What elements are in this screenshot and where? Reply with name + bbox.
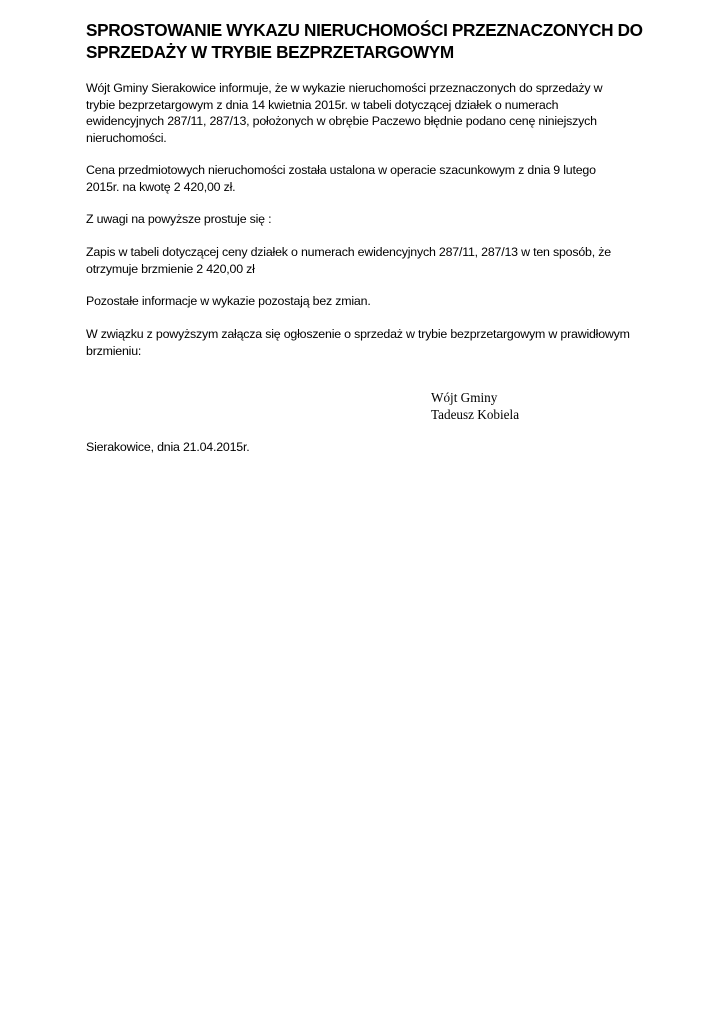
signature-title: Wójt Gminy [431, 390, 498, 405]
text-line: ewidencyjnych 287/11, 287/13, położonych w obrębie Paczewo błędnie podano cenę niniejszych [86, 114, 597, 128]
signature-name: Tadeusz Kobiela [431, 406, 520, 422]
paragraph-correction-intro [86, 211, 651, 228]
place-date-text: Sierakowice, dnia 21.04.2015r. [86, 440, 250, 454]
text-line: Cena przedmiotowych nieruchomości została ustalona w operacie szacunkowym z dnia 9 lutego [86, 163, 596, 177]
text-line: W związku z powyższym załącza się ogłoszenie o sprzedaż w trybie bezprzetargowym w prawidłowym [86, 327, 630, 341]
text-line: otrzymuje brzmienie 2 420,00 zł [86, 261, 255, 276]
paragraph-announcement [86, 80, 651, 146]
text-line: nieruchomości. [86, 130, 167, 145]
title-line: SPRZEDAŻY W TRYBIE BEZPRZETARGOWYM [86, 42, 454, 62]
text-line: trybie bezprzetargowym z dnia 14 kwietnia 2015r. w tabeli dotyczącej działek o numerach [86, 97, 559, 112]
text-line: Pozostałe informacje w wykazie pozostają bez zmian. [86, 294, 371, 308]
paragraph-attachment [86, 326, 651, 359]
text-line: brzmieniu: [86, 343, 142, 358]
text-line: Zapis w tabeli dotyczącej ceny działek o numerach ewidencyjnych 287/11, 287/13 w ten sposób, że [86, 245, 611, 259]
paragraph-other-info [86, 293, 651, 310]
signature-block [431, 390, 519, 423]
paragraph-price [86, 162, 651, 195]
document-title [86, 19, 666, 63]
text-line: Z uwagi na powyższe prostuje się : [86, 212, 272, 226]
title-line: SPROSTOWANIE WYKAZU NIERUCHOMOŚCI PRZEZNACZONYCH DO [86, 20, 643, 40]
place-date [86, 439, 651, 456]
text-line: 2015r. na kwotę 2 420,00 zł. [86, 179, 236, 194]
paragraph-correction [86, 244, 651, 277]
text-line: Wójt Gminy Sierakowice informuje, że w wykazie nieruchomości przeznaczonych do sprzedaży w [86, 81, 603, 95]
